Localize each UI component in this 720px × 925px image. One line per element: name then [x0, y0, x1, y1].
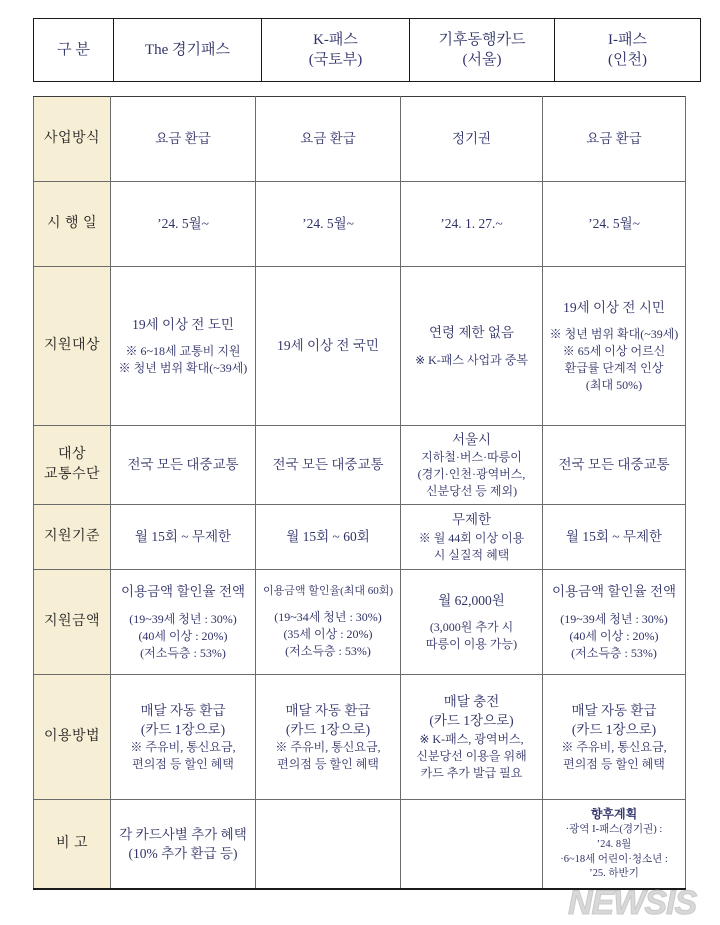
cell-transport-mode-climatecard — [401, 426, 543, 505]
cell-line: ※ 6~18세 교통비 지원 — [125, 344, 241, 359]
newsis-watermark: NEWSIS — [568, 884, 697, 922]
cell-line: ’24. 5월~ — [157, 216, 209, 232]
header-col-climatecard — [410, 19, 555, 82]
cell-line: 19세 이상 전 국민 — [277, 338, 379, 354]
row-label-line: 교통수단 — [43, 467, 101, 482]
cell-line: 편의점 등 할인 혜택 — [132, 757, 234, 772]
cell-line: 카드 추가 발급 필요 — [420, 765, 523, 780]
row-label-start-date — [34, 182, 111, 267]
cell-line: ※ 주유비, 통신요금, — [130, 740, 236, 755]
cell-line: 시 실질적 혜택 — [433, 547, 510, 562]
cell-support-standard-gyeonggi — [111, 505, 256, 570]
cell-line: 전국 모든 대중교통 — [127, 457, 239, 473]
table-row — [34, 267, 686, 426]
cell-line: 편의점 등 할인 혜택 — [563, 757, 665, 772]
cell-line — [258, 840, 398, 849]
cell-line: 무제한 — [451, 512, 492, 528]
cell-usage-method-kpass — [256, 675, 401, 800]
cell-line: (카드 1장으로) — [429, 713, 514, 729]
cell-line: 각 카드사별 추가 혜택 — [119, 826, 247, 842]
header-col-kpass — [262, 19, 410, 82]
row-label-line: 대상 — [57, 447, 87, 463]
cell-business-method-gyeonggi — [111, 97, 256, 182]
cell-support-amount-climatecard — [401, 570, 543, 675]
cell-line: 매달 자동 환급 — [140, 702, 226, 718]
cell-line: ’25. 하반기 — [589, 868, 639, 880]
cell-line: ※ 65세 이상 어르신 — [562, 344, 666, 359]
header-col-kpass-main: K-패스 — [313, 31, 358, 48]
row-label-usage-method — [34, 675, 111, 800]
cell-line: 환급률 단계적 인상 — [564, 361, 664, 376]
cell-eligible-target-climatecard — [401, 267, 543, 426]
cell-line: (40세 이상 : 20%) — [569, 628, 659, 643]
cell-line: ※ 주유비, 통신요금, — [275, 740, 381, 755]
cell-transport-mode-ipass — [543, 426, 686, 505]
cell-line — [545, 602, 683, 611]
cell-start-date-ipass — [543, 182, 686, 267]
cell-line: ·6~18세 어린이·청소년 : — [560, 853, 668, 865]
row-label-business-method — [34, 97, 111, 182]
cell-line: 월 15회 ~ 무제한 — [134, 529, 232, 545]
cell-eligible-target-kpass — [256, 267, 401, 426]
row-label-transport-mode — [34, 426, 111, 505]
cell-remarks-climatecard — [401, 800, 543, 890]
cell-business-method-kpass — [256, 97, 401, 182]
cell-start-date-gyeonggi — [111, 182, 256, 267]
cell-line: 19세 이상 전 시민 — [563, 299, 665, 315]
cell-support-amount-kpass — [256, 570, 401, 675]
cell-remarks-gyeonggi — [111, 800, 256, 890]
cell-line: 월 15회 ~ 60회 — [286, 529, 370, 545]
table-row — [34, 570, 686, 675]
cell-start-date-kpass — [256, 182, 401, 267]
table-row — [34, 505, 686, 570]
cell-line: (3,000원 추가 시 — [429, 620, 514, 635]
header-col-climatecard-sub: (서울) — [462, 52, 502, 68]
cell-line: (35세 이상 : 20%) — [283, 626, 373, 641]
cell-line: 전국 모든 대중교통 — [558, 457, 670, 473]
table-row — [34, 675, 686, 800]
cell-line: ※ 주유비, 통신요금, — [561, 740, 667, 755]
cell-line: ’24. 1. 27.~ — [440, 216, 503, 232]
cell-usage-method-ipass — [543, 675, 686, 800]
cell-line: 서울시 — [451, 431, 492, 447]
cell-support-amount-ipass — [543, 570, 686, 675]
cell-line: (경기·인천·광역버스, — [417, 467, 526, 482]
cell-line: ·광역 I-패스(경기권) : — [565, 823, 663, 835]
row-label-line: 사업방식 — [43, 131, 101, 147]
cell-line: 이용금액 할인율(최대 60회) — [262, 585, 394, 598]
header-col-ipass-sub: (인천) — [608, 52, 647, 68]
cell-line: ※ K-패스 사업과 중복 — [415, 352, 528, 367]
cell-support-standard-climatecard — [401, 505, 543, 570]
cell-line: 편의점 등 할인 혜택 — [277, 757, 379, 772]
cell-line: (19~39세 청년 : 30%) — [560, 611, 668, 626]
cell-usage-method-gyeonggi — [111, 675, 256, 800]
table-row — [34, 426, 686, 505]
cell-line: ’24. 5월~ — [588, 216, 640, 232]
comparison-table-body — [33, 96, 686, 890]
cell-line: (카드 1장으로) — [285, 721, 371, 737]
cell-line: 월 62,000원 — [438, 592, 505, 608]
row-label-remarks — [34, 800, 111, 890]
cell-line — [545, 317, 683, 326]
cell-line: ※ 월 44회 이상 이용 — [418, 530, 525, 545]
cell-line: ※ K-패스, 광역버스, — [419, 731, 524, 746]
row-label-eligible-target — [34, 267, 111, 426]
cell-remarks-ipass — [543, 800, 686, 890]
row-label-line: 지원대상 — [43, 338, 101, 354]
table-row — [34, 97, 686, 182]
cell-support-standard-ipass — [543, 505, 686, 570]
cell-line: 신분당선 등 제외) — [425, 484, 518, 499]
cell-support-standard-kpass — [256, 505, 401, 570]
cell-line: 요금 환급 — [155, 131, 211, 147]
cell-line: (카드 1장으로) — [571, 721, 657, 737]
header-col-ipass-main: I-패스 — [608, 31, 647, 48]
cell-line: (카드 1장으로) — [140, 721, 226, 737]
cell-line: (저소득층 : 53%) — [285, 643, 371, 658]
header-col-gyeonggi-main: The 경기패스 — [144, 41, 231, 58]
cell-line: 요금 환급 — [586, 131, 642, 147]
cell-business-method-ipass — [543, 97, 686, 182]
header-col-kpass-sub: (국토부) — [308, 52, 363, 68]
cell-line: ※ 청년 범위 확대(~39세) — [118, 361, 248, 376]
cell-line: 이용금액 할인율 전액 — [551, 584, 677, 600]
cell-line — [403, 610, 540, 619]
cell-line — [258, 600, 398, 609]
cell-line: 향후계획 — [590, 806, 638, 821]
cell-line: 신분당선 이용을 위해 — [416, 748, 527, 763]
cell-line: (19~34세 청년 : 30%) — [274, 609, 382, 624]
cell-line: (40세 이상 : 20%) — [138, 628, 228, 643]
cell-line — [113, 334, 253, 343]
cell-line: 정기권 — [451, 131, 492, 147]
cell-usage-method-climatecard — [401, 675, 543, 800]
cell-line — [113, 602, 253, 611]
cell-line: (저소득층 : 53%) — [140, 645, 226, 660]
cell-line: 전국 모든 대중교통 — [272, 457, 384, 473]
cell-line: 19세 이상 전 도민 — [132, 316, 234, 332]
row-label-line: 이용방법 — [43, 729, 101, 745]
row-label-line: 비 고 — [55, 836, 89, 852]
cell-line: 월 15회 ~ 무제한 — [565, 529, 663, 545]
cell-business-method-climatecard — [401, 97, 543, 182]
cell-remarks-kpass — [256, 800, 401, 890]
header-col-ipass — [555, 19, 701, 82]
cell-line: 매달 자동 환급 — [571, 702, 657, 718]
comparison-table-header — [33, 18, 701, 82]
header-row — [34, 19, 701, 82]
cell-line: (19~39세 청년 : 30%) — [129, 611, 237, 626]
cell-line — [403, 343, 540, 352]
cell-start-date-climatecard — [401, 182, 543, 267]
cell-line: 지하철·버스·따릉이 — [421, 450, 522, 465]
header-index-label: 구 분 — [34, 19, 114, 82]
row-label-line: 시 행 일 — [46, 216, 98, 232]
cell-transport-mode-kpass — [256, 426, 401, 505]
cell-line: (최대 50%) — [585, 378, 643, 393]
cell-line: (10% 추가 환급 등) — [128, 846, 238, 861]
row-label-line: 지원금액 — [43, 614, 101, 630]
cell-line: 요금 환급 — [300, 131, 356, 147]
cell-eligible-target-gyeonggi — [111, 267, 256, 426]
cell-line: 매달 충전 — [443, 694, 500, 710]
row-label-support-standard — [34, 505, 111, 570]
cell-line: ’24. 5월~ — [302, 216, 354, 232]
cell-support-amount-gyeonggi — [111, 570, 256, 675]
row-label-support-amount — [34, 570, 111, 675]
cell-transport-mode-gyeonggi — [111, 426, 256, 505]
cell-line: 연령 제한 없음 — [429, 325, 514, 341]
cell-line: 매달 자동 환급 — [285, 702, 371, 718]
cell-line — [403, 840, 540, 849]
cell-line: ’24. 8월 — [596, 838, 632, 850]
cell-line: 따릉이 이용 가능) — [425, 637, 518, 652]
cell-line: 이용금액 할인율 전액 — [120, 584, 246, 600]
table-row — [34, 800, 686, 890]
header-col-gyeonggi — [114, 19, 262, 82]
cell-eligible-target-ipass — [543, 267, 686, 426]
cell-line: (저소득층 : 53%) — [571, 645, 657, 660]
cell-line: ※ 청년 범위 확대(~39세) — [549, 327, 679, 342]
table-row — [34, 182, 686, 267]
header-col-climatecard-main: 기후동행카드 — [438, 31, 526, 48]
row-label-line: 지원기준 — [43, 529, 101, 545]
